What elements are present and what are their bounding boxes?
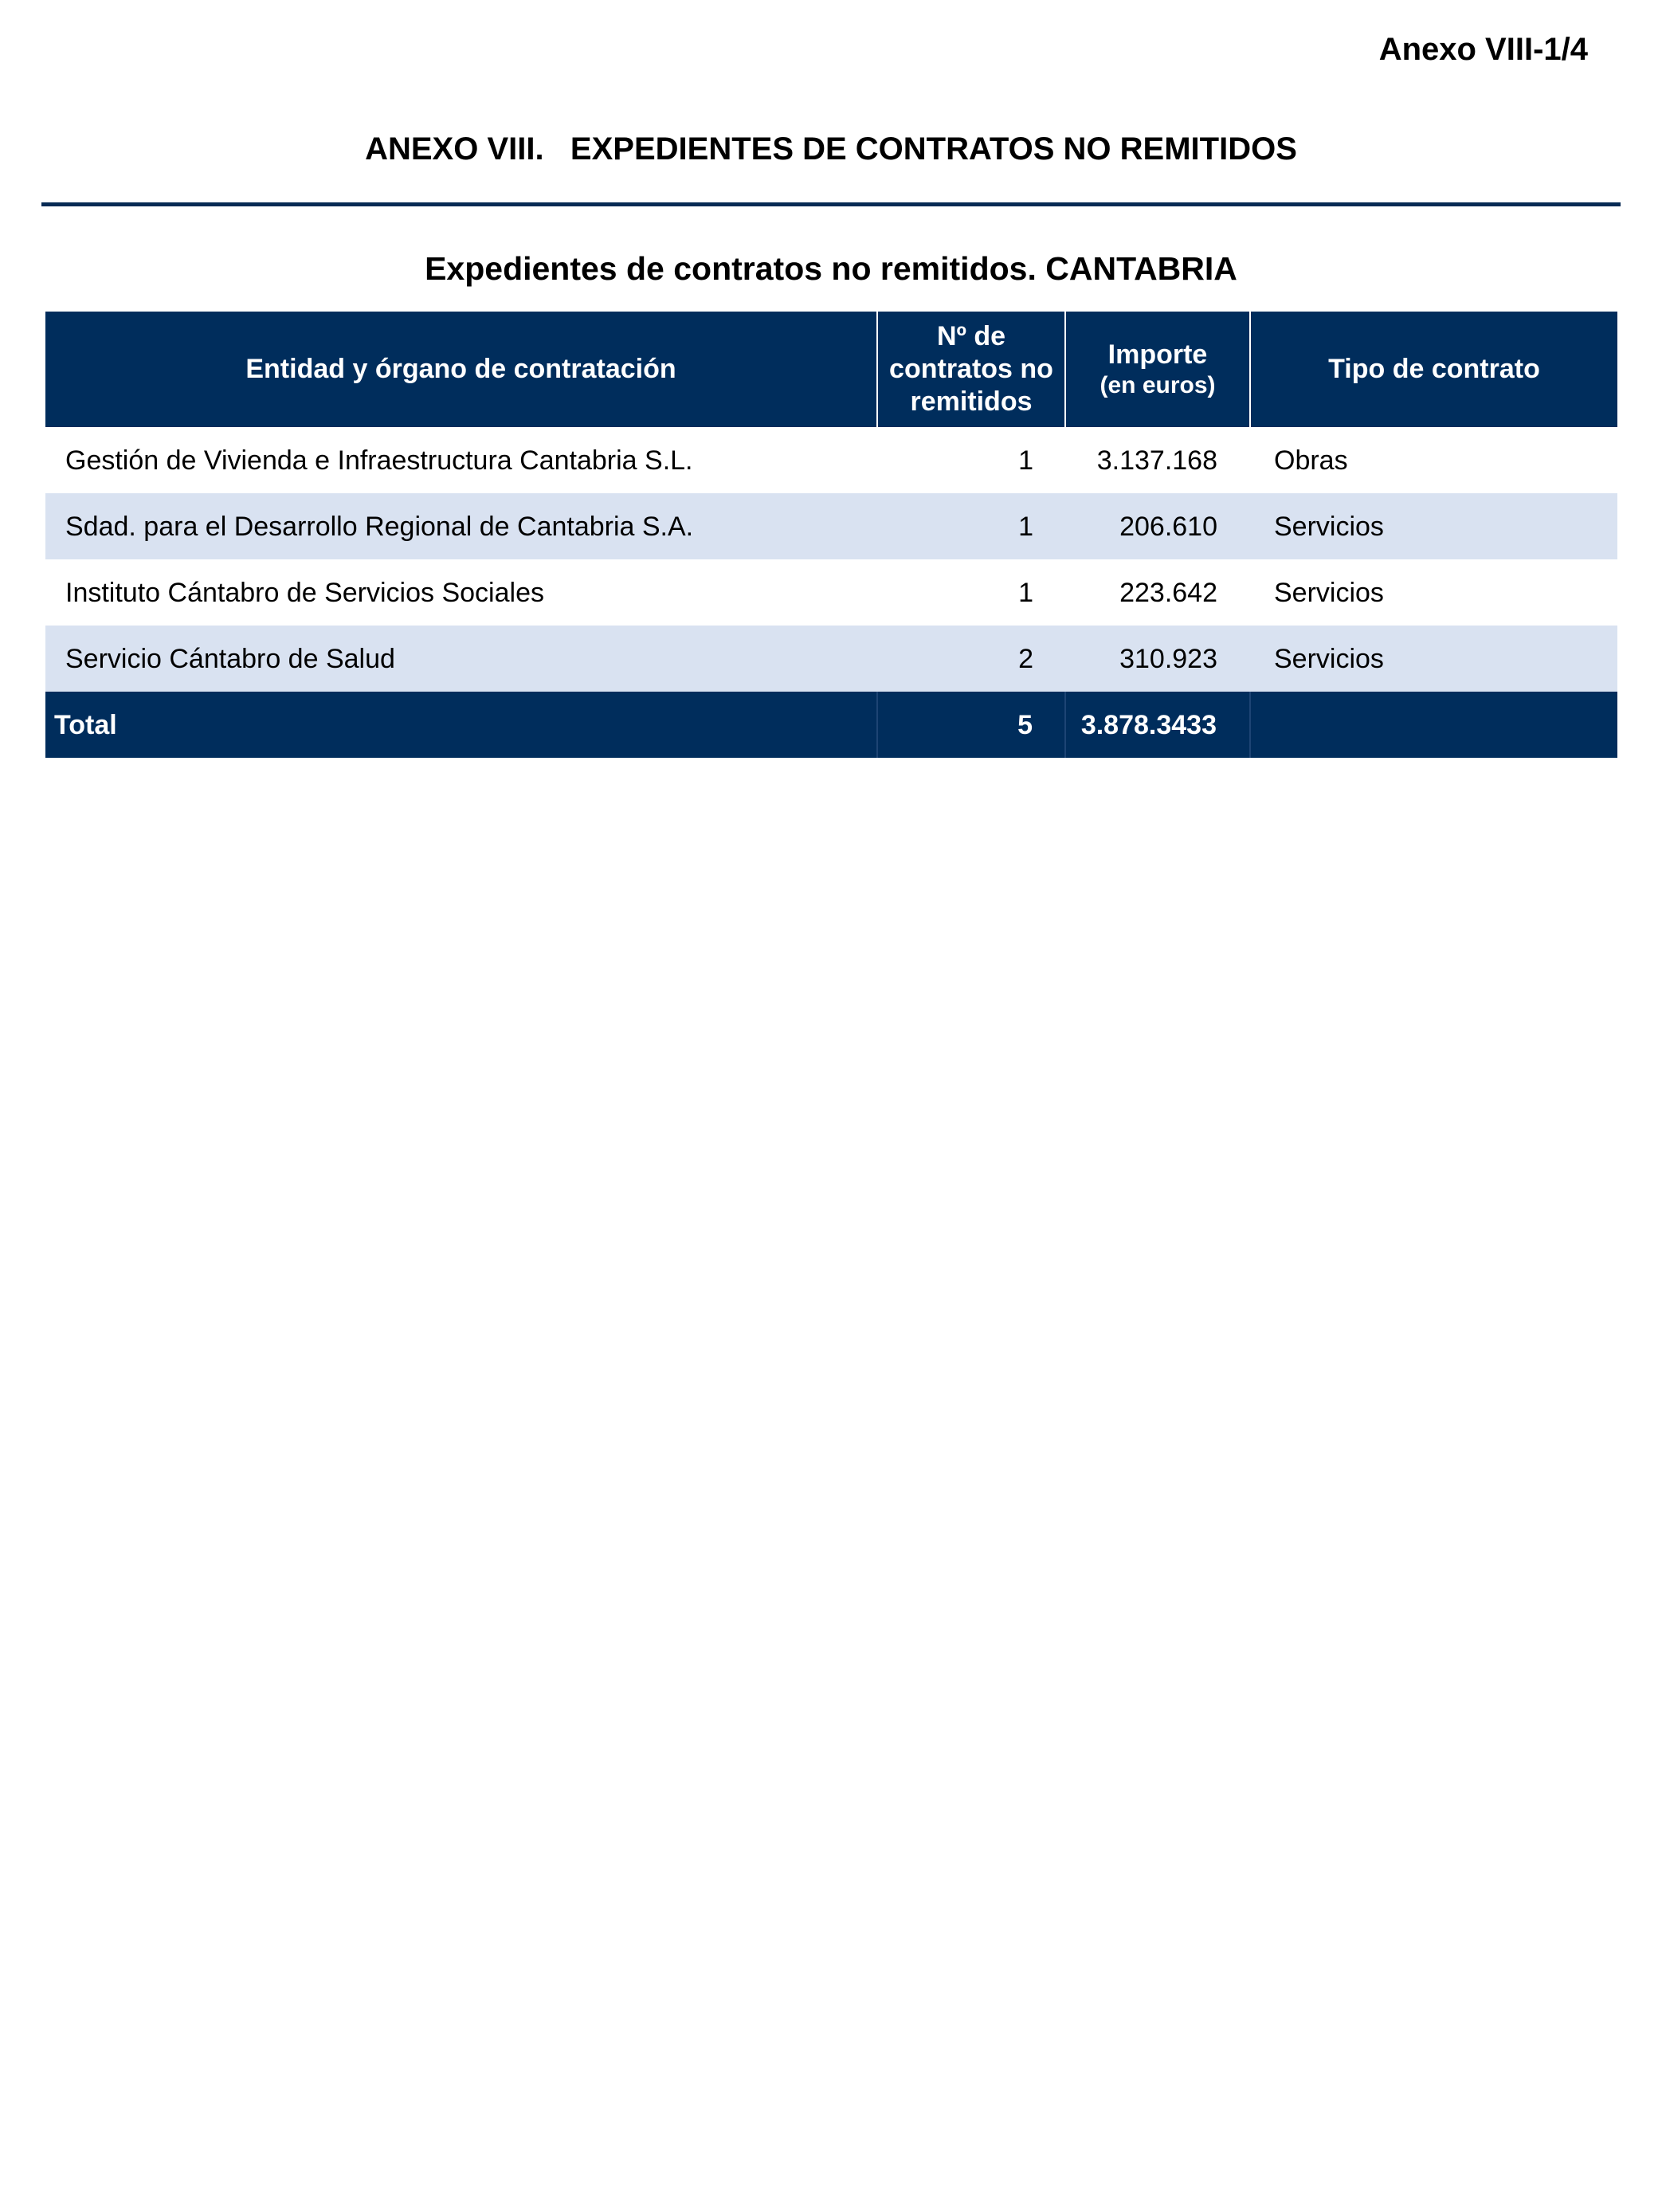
cell-type: Obras	[1274, 445, 1348, 476]
header-count-line2: contratos no	[889, 354, 1053, 384]
table-row	[45, 493, 1617, 559]
cell-amount: 3.137.168	[1096, 445, 1217, 476]
header-type: Tipo de contrato	[1250, 312, 1617, 427]
cell-count: 1	[1018, 577, 1033, 608]
cell-type: Servicios	[1250, 626, 1617, 692]
cell-amount: 223.642	[1119, 577, 1217, 608]
page-label: Anexo VIII-1/4	[1378, 32, 1588, 67]
cell-amount: 206.610	[1065, 493, 1250, 559]
cell-entity: Gestión de Vivienda e Infraestructura Cantabria S.L.	[65, 445, 693, 476]
header-amount-label: Importe	[1107, 339, 1208, 370]
title-divider	[41, 202, 1621, 206]
table-row	[45, 427, 1617, 493]
cell-entity: Sdad. para el Desarrollo Regional de Cantabria S.A.	[45, 493, 877, 559]
header-count	[877, 312, 1065, 427]
table-body	[45, 427, 1617, 758]
header-row	[45, 312, 1617, 427]
total-label: Total	[45, 692, 877, 758]
cell-entity: Servicio Cántabro de Salud	[45, 626, 877, 692]
header-amount-unit: (en euros)	[1100, 372, 1216, 398]
contracts-table-container	[45, 312, 1617, 758]
table-row	[45, 626, 1617, 692]
cell-entity: Instituto Cántabro de Servicios Sociales	[65, 577, 544, 608]
cell-count: 1	[877, 493, 1065, 559]
header-count-line3: remitidos	[910, 386, 1033, 417]
cell-count: 1	[1018, 445, 1033, 476]
header-entity: Entidad y órgano de contratación	[45, 312, 877, 427]
total-amount: 3.878.3433	[1065, 692, 1250, 758]
cell-type: Servicios	[1250, 493, 1617, 559]
table-header	[45, 312, 1617, 427]
header-count-line1: Nº de	[936, 321, 1006, 351]
total-type	[1250, 692, 1617, 758]
table-row	[45, 559, 1617, 626]
contracts-table	[45, 312, 1617, 758]
total-row	[45, 692, 1617, 758]
annex-title: ANEXO VIII. EXPEDIENTES DE CONTRATOS NO REMITIDOS	[365, 131, 1297, 167]
cell-type: Servicios	[1274, 577, 1384, 608]
header-amount	[1065, 312, 1250, 427]
table-title: Expedientes de contratos no remitidos. CANTABRIA	[425, 250, 1237, 287]
cell-count: 2	[877, 626, 1065, 692]
total-count: 5	[877, 692, 1065, 758]
cell-amount: 310.923	[1065, 626, 1250, 692]
